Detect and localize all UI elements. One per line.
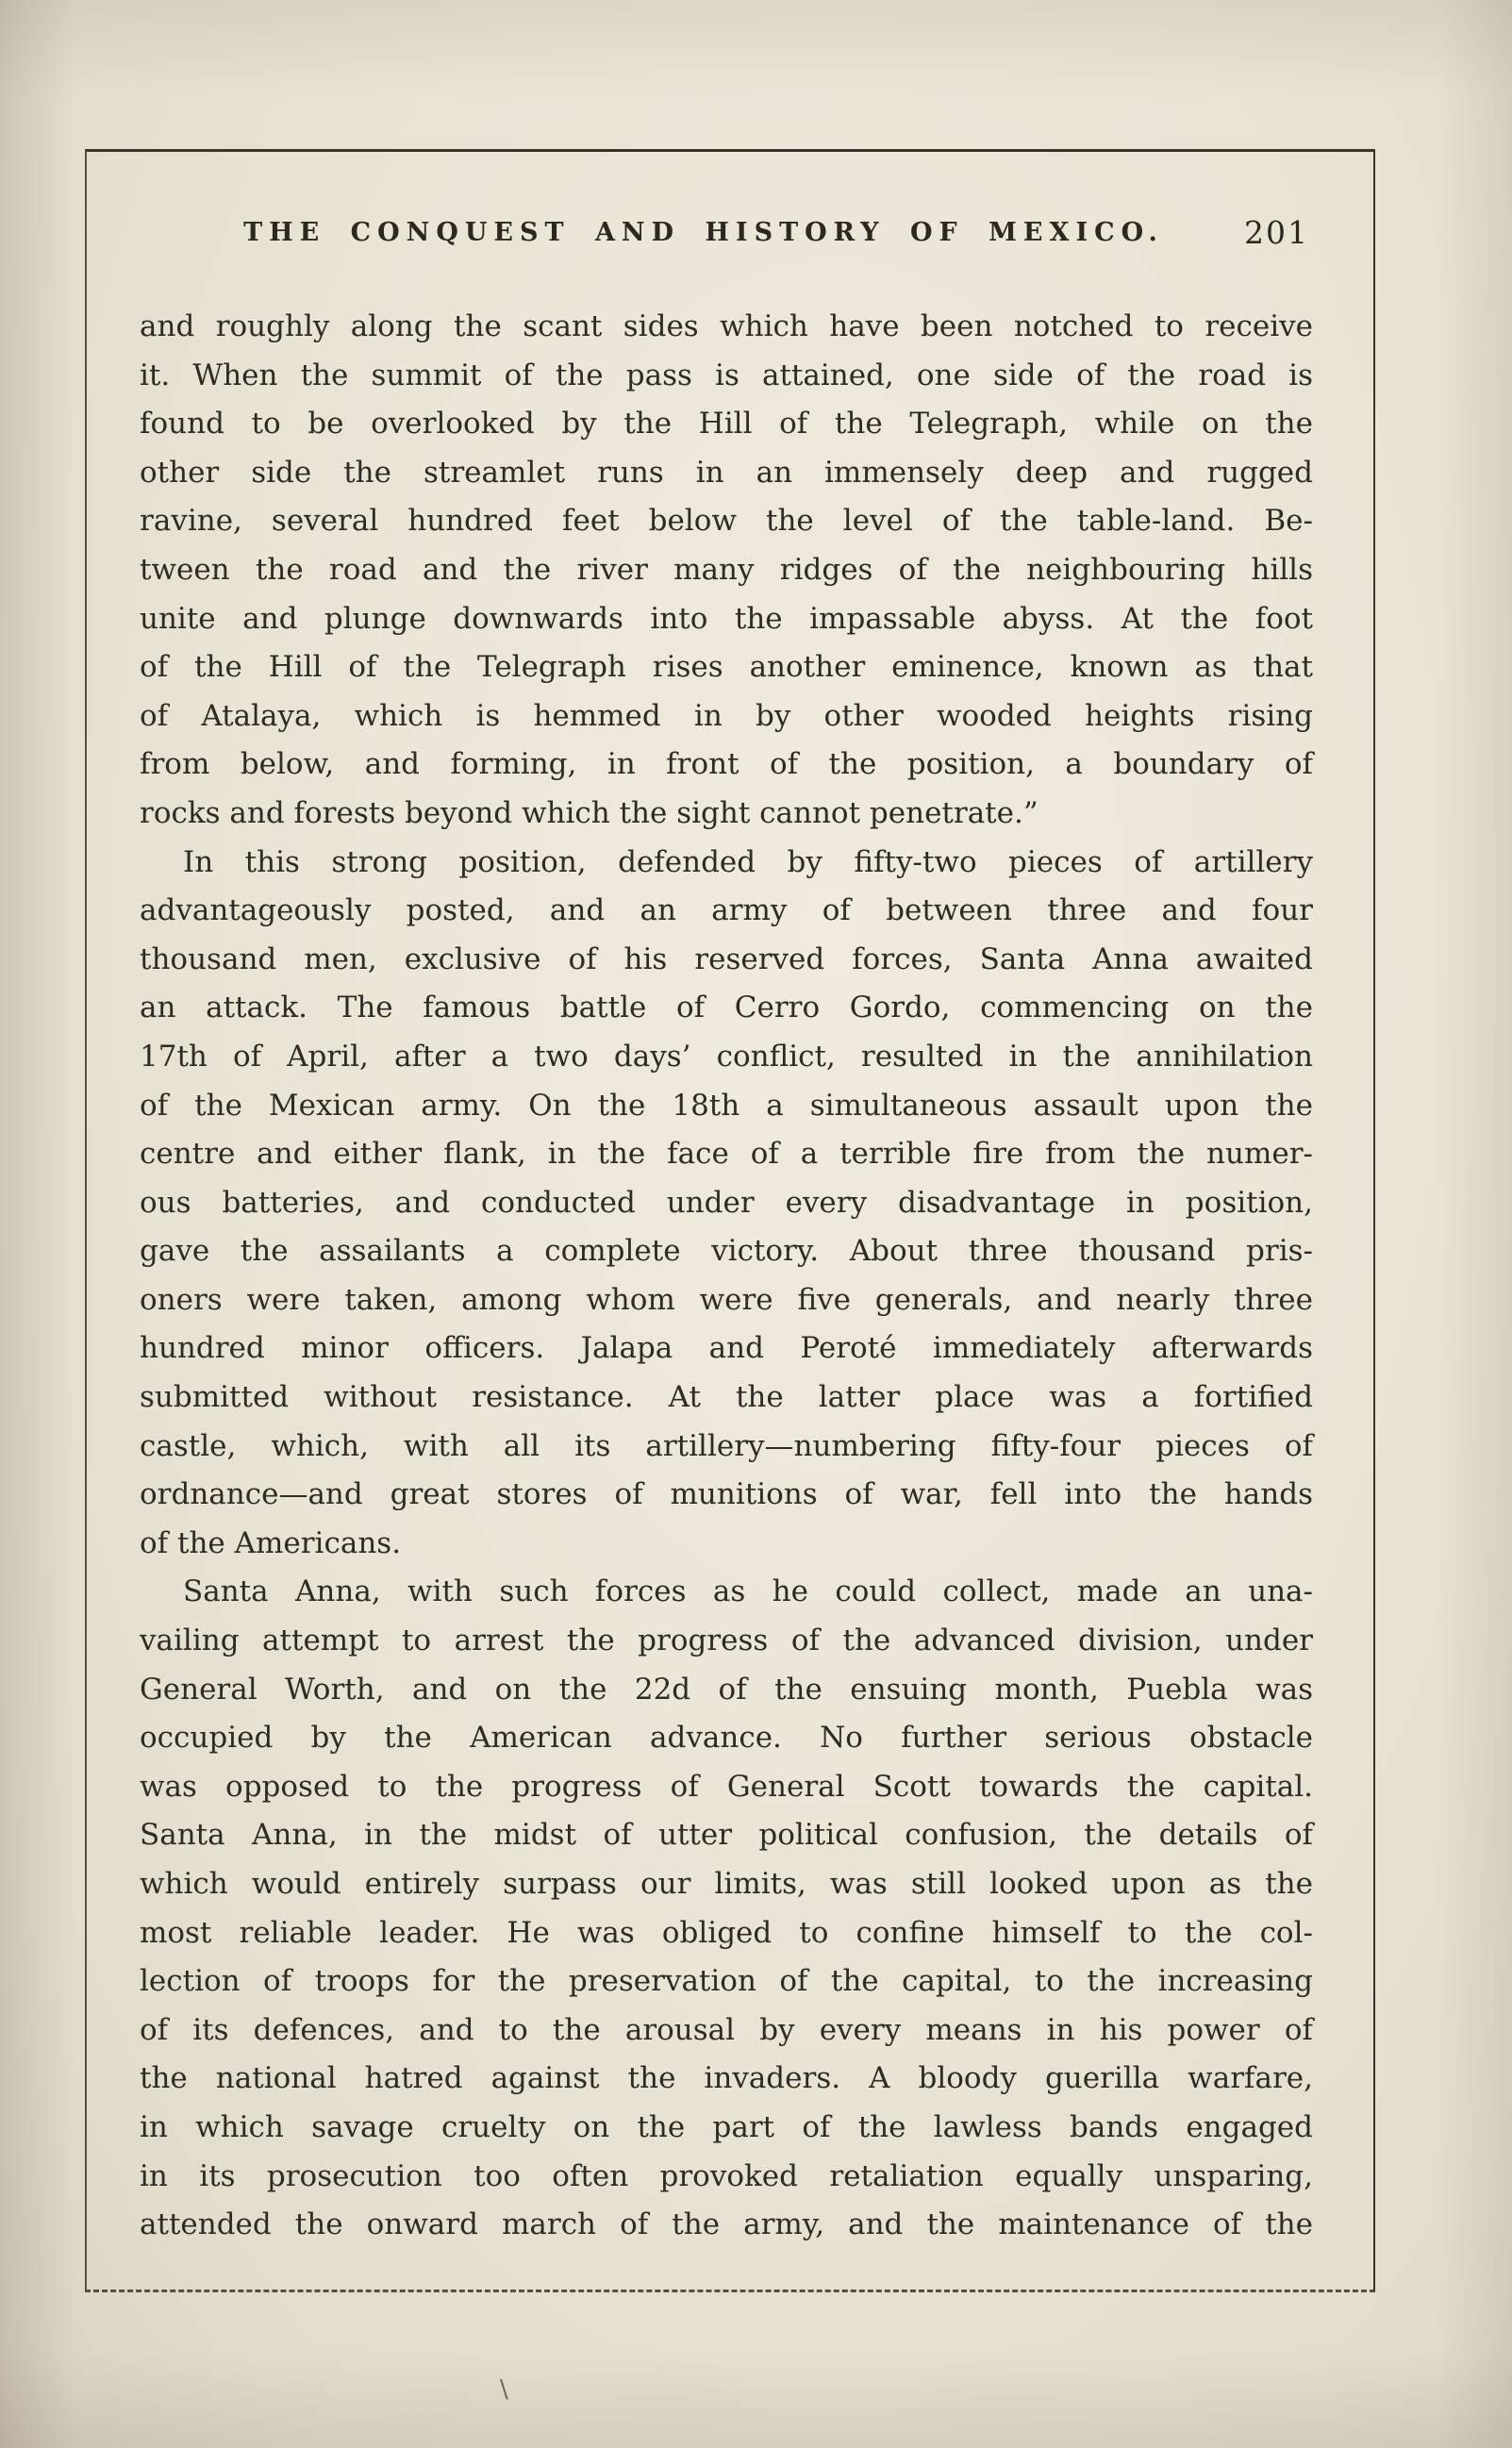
text-line: ravine, several hundred feet below the level of the table-land. Be-: [140, 504, 1313, 539]
text-line: ous batteries, and conducted under every disadvantage in position,: [140, 1185, 1313, 1220]
text-line: in its prosecution too often provoked retaliation equally unsparing,: [140, 2158, 1313, 2193]
text-line: other side the streamlet runs in an immensely deep and rugged: [140, 455, 1313, 490]
text-line: which would entirely surpass our limits, was still looked upon as the: [140, 1867, 1313, 1901]
text-line: of the Mexican army. On the 18th a simultaneous assault upon the: [140, 1088, 1313, 1123]
text-line: unite and plunge downwards into the impassable abyss. At the foot: [140, 601, 1313, 636]
page-number: 201: [1244, 214, 1309, 251]
text-line: was opposed to the progress of General Scott towards the capital.: [140, 1769, 1313, 1804]
paragraph: [140, 1568, 1313, 2249]
text-line: found to be overlooked by the Hill of the Telegraph, while on the: [140, 407, 1313, 441]
text-line: submitted without resistance. At the latter place was a fortified: [140, 1380, 1313, 1415]
text-line: 17th of April, after a two days’ conflict, resulted in the annihilation: [140, 1039, 1313, 1074]
text-line: of the Americans.: [140, 1525, 402, 1560]
running-title: THE CONQUEST AND HISTORY OF MEXICO.: [243, 218, 1164, 247]
text-line: centre and either flank, in the face of a terrible fire from the numer-: [140, 1137, 1313, 1172]
text-line: gave the assailants a complete victory. About three thousand pris-: [140, 1234, 1313, 1269]
text-line: occupied by the American advance. No further serious obstacle: [140, 1721, 1313, 1756]
text-line: Santa Anna, with such forces as he could collect, made an una-: [183, 1574, 1313, 1609]
text-line: of its defences, and to the arousal by every means in his power of: [140, 2012, 1313, 2047]
page-body: [140, 303, 1313, 2250]
text-line: advantageously posted, and an army of between three and four: [140, 893, 1313, 928]
text-line: castle, which, with all its artillery—numbering fifty-four pieces of: [140, 1428, 1313, 1463]
text-line: vailing attempt to arrest the progress of the advanced division, under: [140, 1624, 1313, 1658]
page-border-frame: [85, 149, 1375, 2292]
text-line: hundred minor officers. Jalapa and Peroté immediately afterwards: [140, 1331, 1313, 1366]
text-line: it. When the summit of the pass is attained, one side of the road is: [140, 358, 1313, 392]
text-line: and roughly along the scant sides which have been notched to receive: [140, 309, 1313, 343]
scan-artifact: \: [500, 2375, 508, 2404]
text-line: attended the onward march of the army, and the maintenance of the: [140, 2207, 1313, 2242]
text-line: of Atalaya, which is hemmed in by other wooded heights rising: [140, 698, 1313, 733]
paragraph: [140, 303, 1313, 839]
text-line: rocks and forests beyond which the sight cannot penetrate.”: [140, 795, 1038, 830]
text-line: from below, and forming, in front of the position, a boundary of: [140, 747, 1313, 782]
text-line: General Worth, and on the 22d of the ensuing month, Puebla was: [140, 1672, 1313, 1707]
paragraph: [140, 839, 1313, 1569]
text-line: lection of troops for the preservation of the capital, to the increasing: [140, 1964, 1313, 1999]
text-line: most reliable leader. He was obliged to confine himself to the col-: [140, 1915, 1313, 1950]
text-line: tween the road and the river many ridges of the neighbouring hills: [140, 552, 1313, 587]
text-line: of the Hill of the Telegraph rises another eminence, known as that: [140, 650, 1313, 685]
text-line: in which savage cruelty on the part of the lawless bands engaged: [140, 2109, 1313, 2144]
text-line: the national hatred against the invaders. A bloody guerilla warfare,: [140, 2061, 1313, 2096]
page-header: [87, 214, 1373, 259]
text-line: an attack. The famous battle of Cerro Gordo, commencing on the: [140, 991, 1313, 1025]
text-line: In this strong position, defended by fifty-two pieces of artillery: [183, 844, 1313, 879]
text-line: thousand men, exclusive of his reserved forces, Santa Anna awaited: [140, 941, 1313, 976]
text-line: Santa Anna, in the midst of utter political confusion, the details of: [140, 1818, 1313, 1853]
text-line: ordnance—and great stores of munitions of war, fell into the hands: [140, 1477, 1313, 1512]
text-line: oners were taken, among whom were five generals, and nearly three: [140, 1282, 1313, 1317]
